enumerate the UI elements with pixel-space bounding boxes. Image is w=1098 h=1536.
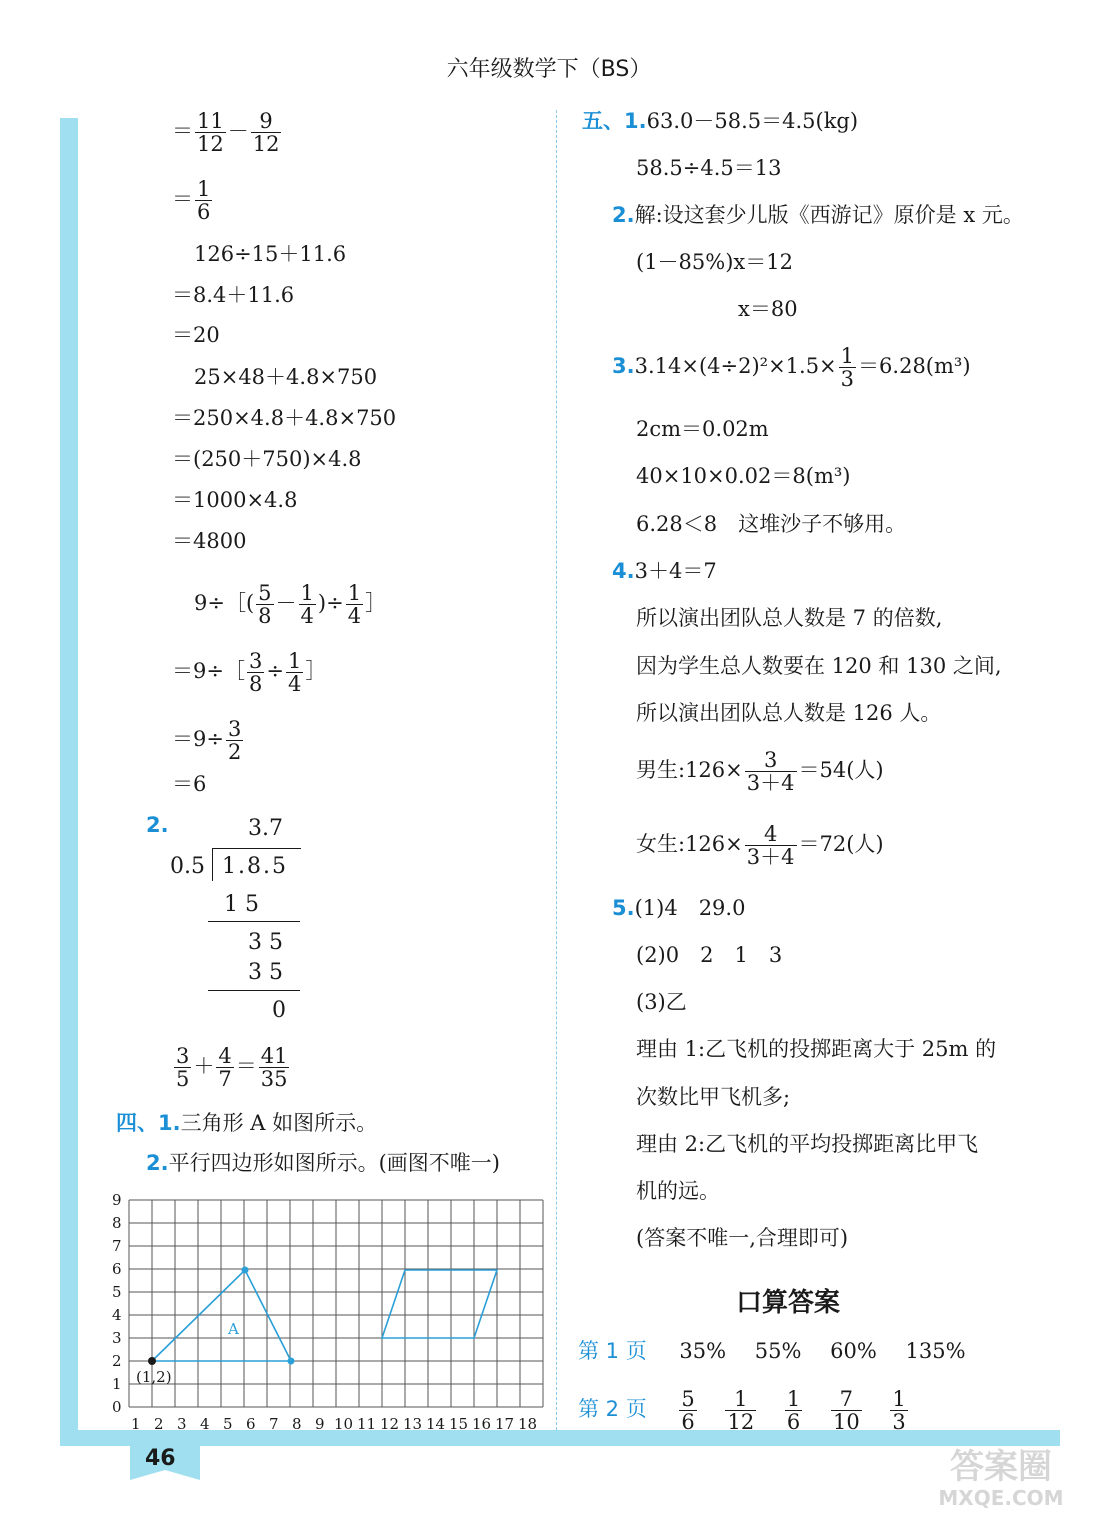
fraction-sum: $\frac{3}{5}$ ＋ $\frac{4}{7}$ ＝ $\frac{41}{35}$ (176, 1044, 288, 1091)
y-tick-label: 6 (112, 1260, 122, 1278)
right-q3-d: 6.28＜8 这堆沙子不够用。 (636, 512, 907, 536)
division-dividend: 1.8.5 (222, 854, 288, 879)
right-q5-e: 次数比甲飞机多; (636, 1085, 791, 1109)
x-tick-label: 2 (154, 1415, 164, 1433)
y-tick-label: 1 (112, 1375, 122, 1393)
page-title: 六年级数学下（BS） (446, 57, 652, 82)
right-q2-a: 2.解:设这套少儿版《西游记》原价是 x 元。 (612, 203, 1024, 227)
right-q1-a: 五、1.63.0－58.5＝4.5(kg) (582, 109, 859, 133)
long-division (160, 812, 320, 1032)
section-4-q1: 四、1.三角形 A 如图所示。 (116, 1111, 378, 1135)
triangle-vertex-2 (288, 1358, 295, 1365)
division-step-2: 3 5 (248, 960, 283, 985)
left-line-4: ＝8.4＋11.6 (172, 283, 295, 307)
right-q4-c: 因为学生总人数要在 120 和 130 之间, (636, 654, 1002, 678)
x-tick-label: 8 (292, 1415, 302, 1433)
right-q5-f: 理由 2:乙飞机的平均投掷距离比甲飞 (636, 1132, 979, 1156)
x-tick-label: 3 (177, 1415, 187, 1433)
left-line-11: 9÷［( $\frac{5}{8}$ － $\frac{1}{4}$ )÷ $\frac{1}{4}$ ］ (194, 581, 387, 628)
x-tick-label: 14 (426, 1415, 446, 1433)
division-quotient: 3.7 (248, 816, 283, 841)
left-line-14: ＝6 (172, 772, 207, 796)
division-divisor: 0.5 (170, 854, 205, 879)
right-q1-b: 58.5÷4.5＝13 (636, 156, 782, 180)
left-line-7: ＝250×4.8＋4.8×750 (172, 406, 397, 430)
triangle-label: A (228, 1320, 239, 1338)
left-line-1: ＝ $\frac{11}{12}$ － $\frac{9}{12}$ (172, 109, 280, 156)
question-number: 2. (146, 813, 169, 837)
left-line-6: 25×48＋4.8×750 (194, 365, 378, 389)
right-q2-c: x＝80 (738, 297, 798, 321)
y-tick-label: 8 (112, 1214, 122, 1232)
left-line-10: ＝4800 (172, 529, 247, 553)
triangle-vertex-1 (242, 1267, 249, 1274)
y-tick-label: 0 (112, 1398, 122, 1416)
x-tick-label: 11 (357, 1415, 377, 1433)
left-line-3: 126÷15＋11.6 (194, 242, 347, 266)
division-rule-1 (208, 921, 300, 922)
right-q5-b: (2)0 2 1 3 (636, 943, 783, 967)
y-tick-label: 3 (112, 1329, 122, 1347)
x-tick-label: 12 (380, 1415, 400, 1433)
y-axis-ticks (112, 1191, 122, 1416)
left-line-2: ＝ $\frac{1}{6}$ (172, 177, 211, 224)
oral-page-1: 第 1 页 35% 55% 60% 135% (578, 1339, 966, 1363)
x-tick-label: 1 (131, 1415, 141, 1433)
left-line-5: ＝20 (172, 323, 220, 347)
grid-lines (129, 1200, 543, 1407)
right-q5-a: 5.(1)4 29.0 (612, 896, 746, 920)
right-q4-b: 所以演出团队总人数是 7 的倍数, (636, 606, 943, 630)
right-q4-d: 所以演出团队总人数是 126 人。 (636, 701, 942, 725)
x-tick-label: 10 (334, 1415, 354, 1433)
x-tick-label: 9 (315, 1415, 325, 1433)
right-q5-d: 理由 1:乙飞机的投掷距离大于 25m 的 (636, 1037, 997, 1061)
x-tick-label: 5 (223, 1415, 233, 1433)
right-q3-b: 2cm＝0.02m (636, 417, 769, 441)
right-q4-f: 女生:126× $\frac{4}{3+4}$ ＝72(人) (636, 822, 884, 869)
right-q3-a: 3.3.14×(4÷2)²×1.5× $\frac{1}{3}$ ＝6.28(m³) (612, 344, 971, 391)
left-line-13: ＝9÷ $\frac{3}{2}$ (172, 717, 242, 764)
y-tick-label: 4 (112, 1306, 122, 1324)
division-remainder-2: 0 (272, 998, 286, 1023)
x-tick-label: 17 (495, 1415, 515, 1433)
division-step-1: 1 5 (224, 892, 259, 917)
oral-page-2: 第 2 页 $\frac{5}{6}$ $\frac{1}{12}$ $\frac{1}{6}$ $\frac{7}{10}$ $\frac{1}{3}$ (578, 1387, 906, 1434)
division-remainder-1: 3 5 (248, 930, 283, 955)
left-line-8: ＝(250＋750)×4.8 (172, 447, 362, 471)
origin-point (148, 1357, 156, 1365)
right-q2-b: (1－85%)x＝12 (636, 250, 793, 274)
left-margin-band (60, 118, 78, 1438)
x-tick-label: 7 (269, 1415, 279, 1433)
x-tick-label: 18 (518, 1415, 538, 1433)
x-tick-label: 4 (200, 1415, 210, 1433)
x-tick-label: 6 (246, 1415, 256, 1433)
x-tick-label: 13 (403, 1415, 423, 1433)
y-tick-label: 9 (112, 1191, 122, 1209)
right-q5-c: (3)乙 (636, 990, 687, 1014)
parallelogram (382, 1270, 497, 1338)
division-rule-2 (208, 990, 300, 991)
right-q4-e: 男生:126× $\frac{3}{3+4}$ ＝54(人) (636, 748, 884, 795)
y-tick-label: 2 (112, 1352, 122, 1370)
x-tick-label: 15 (449, 1415, 469, 1433)
oral-answers-title: 口算答案 (736, 1288, 841, 1318)
section-4-q2: 2.平行四边形如图所示。(画图不唯一) (146, 1151, 500, 1175)
right-q3-c: 40×10×0.02＝8(m³) (636, 464, 851, 488)
y-tick-label: 5 (112, 1283, 122, 1301)
y-tick-label: 7 (112, 1237, 122, 1255)
page-number: 46 (145, 1446, 176, 1471)
right-q4-a: 4.3＋4＝7 (612, 559, 717, 583)
point-label: (1,2) (136, 1368, 172, 1386)
watermark: 答案圈 MXQE.COM (938, 1447, 1064, 1510)
coordinate-grid (100, 1190, 560, 1435)
right-q5-g: 机的远。 (636, 1179, 720, 1203)
left-line-9: ＝1000×4.8 (172, 488, 298, 512)
left-line-12: ＝9÷［ $\frac{3}{8}$ ÷ $\frac{1}{4}$ ］ (172, 649, 327, 696)
x-tick-label: 16 (472, 1415, 492, 1433)
x-axis-ticks (131, 1415, 537, 1433)
right-q5-h: (答案不唯一,合理即可) (636, 1226, 849, 1250)
